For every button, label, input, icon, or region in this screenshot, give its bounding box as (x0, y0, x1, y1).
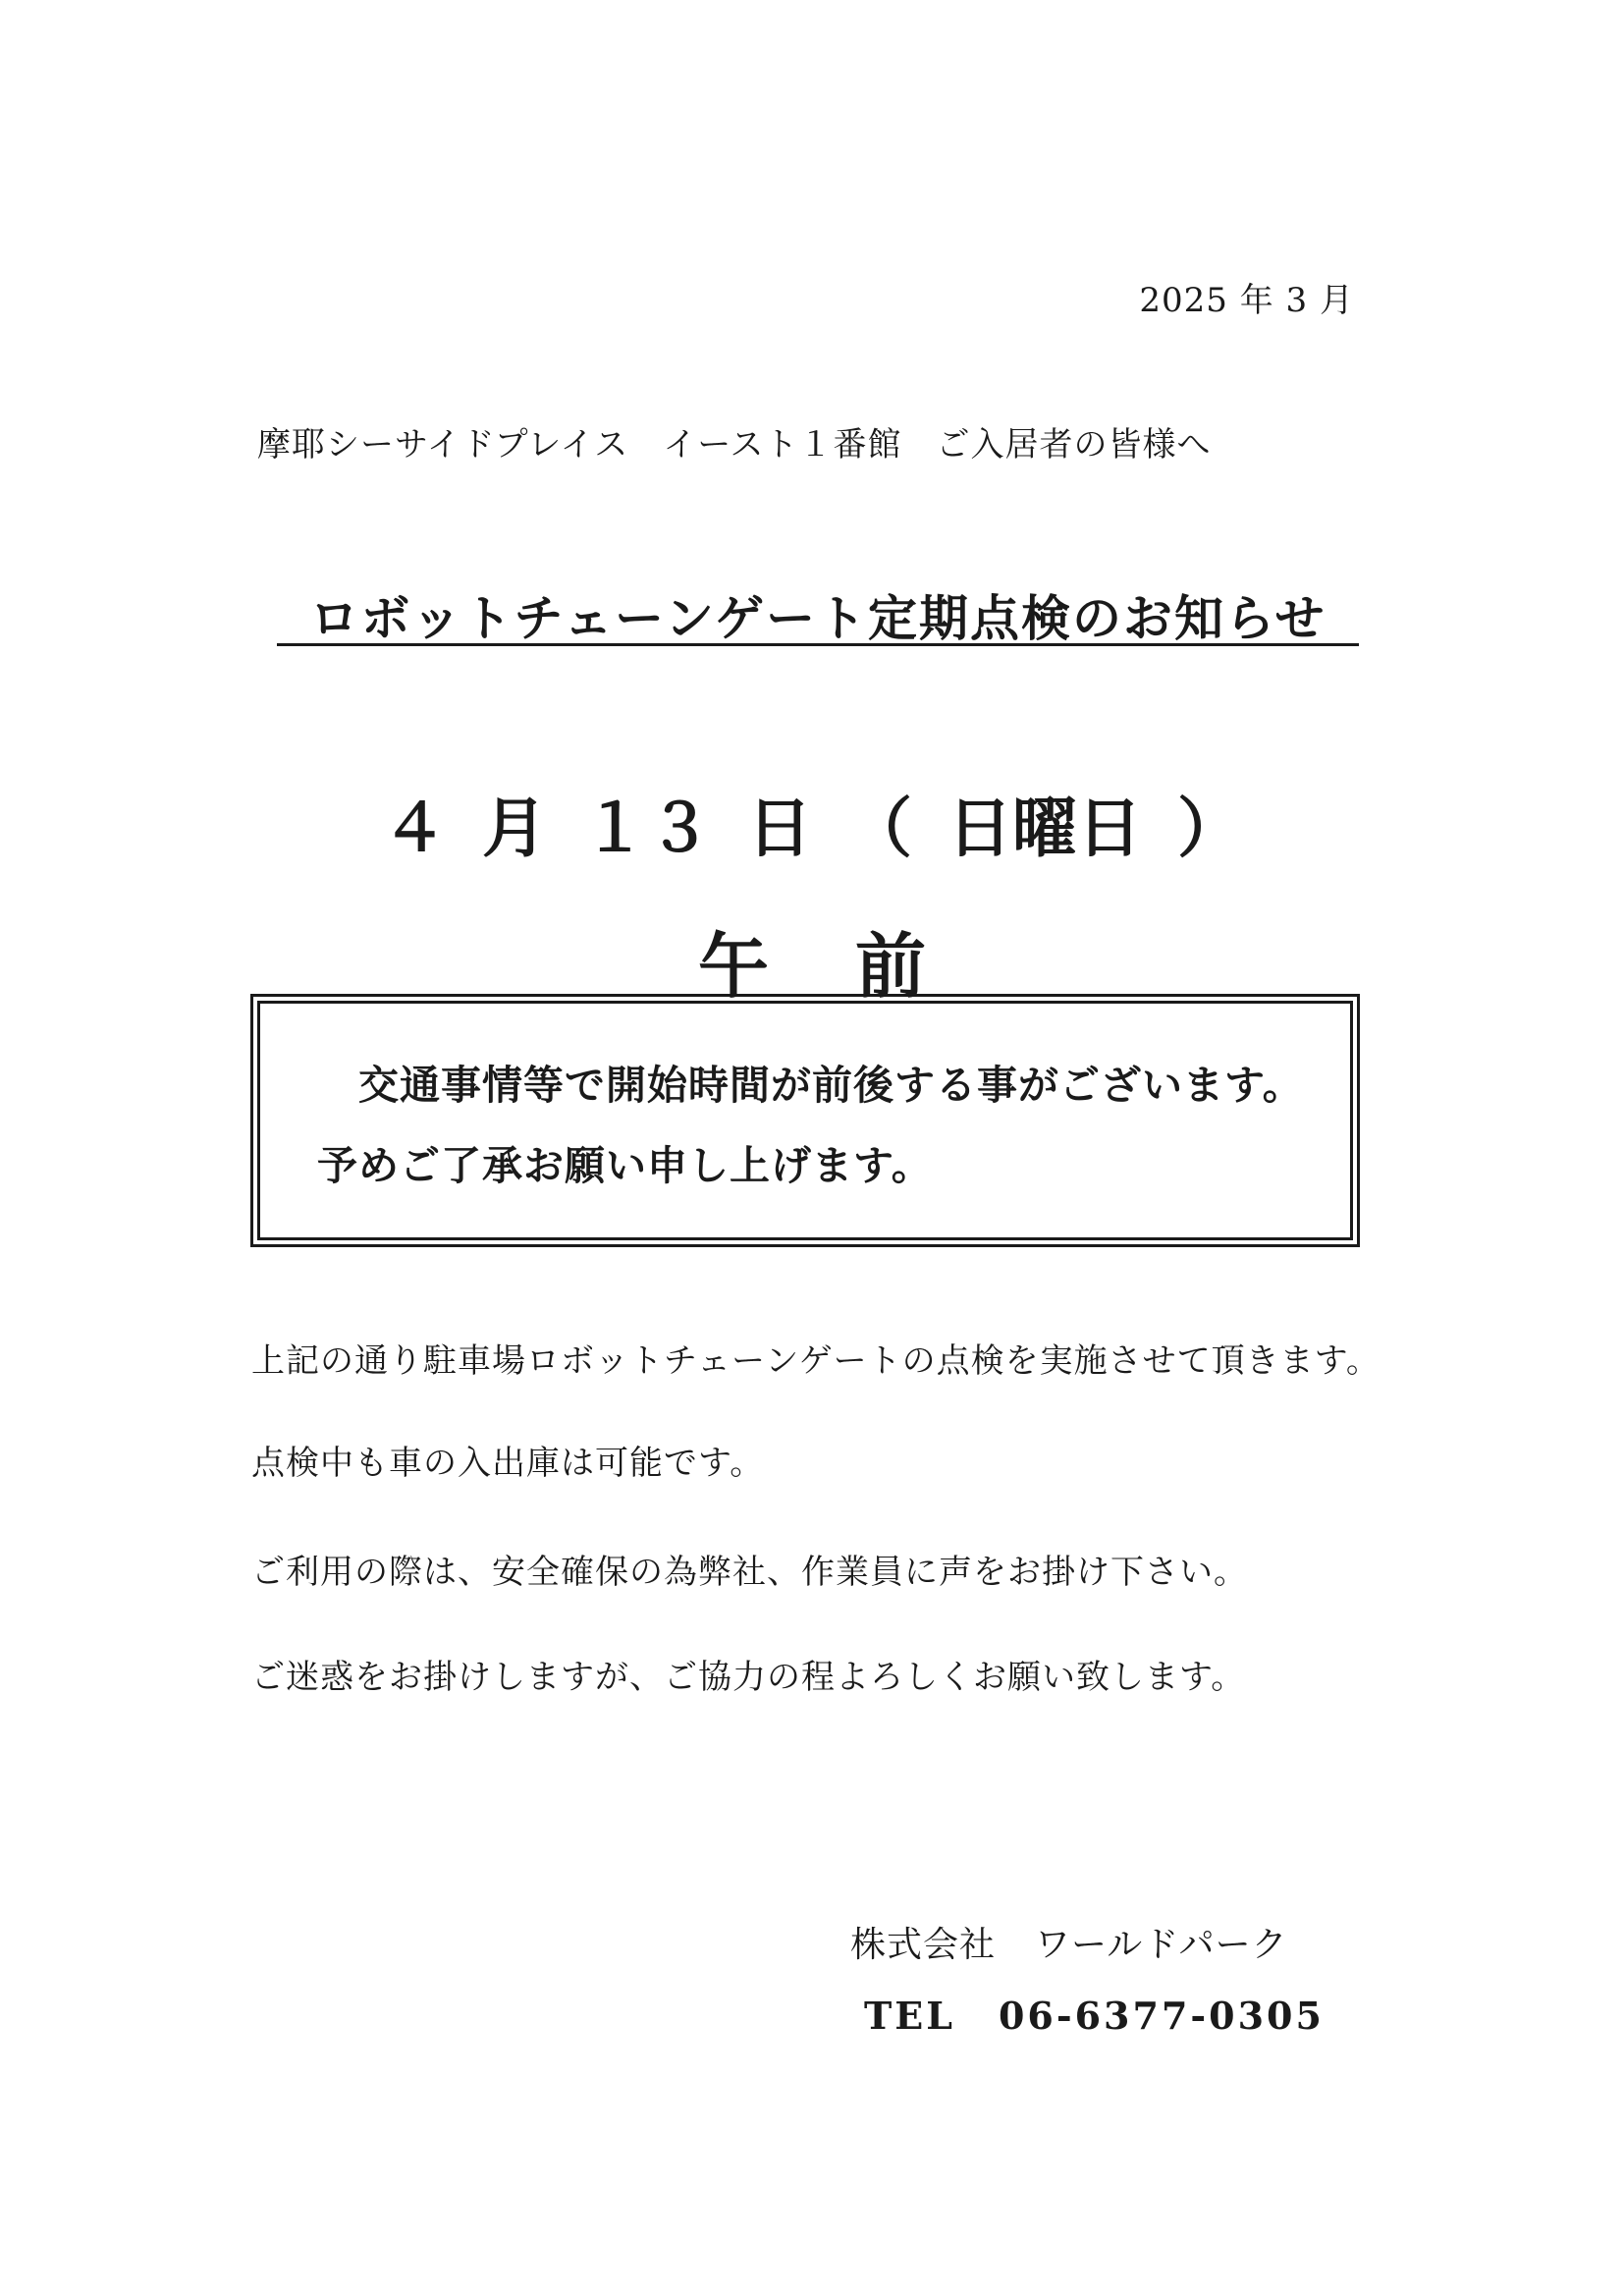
company-brand: ワールドパーク (1035, 1925, 1288, 1965)
notice-line-1: 交通事情等で開始時間が前後する事がございます。 (358, 1062, 1304, 1109)
body-line-3: ご利用の際は、安全確保の為弊社、作業員に声をお掛け下さい。 (251, 1553, 1248, 1592)
company-name (850, 1917, 1288, 1967)
tel-number: 06-6377-0305 (998, 1994, 1325, 2038)
event-day-number: １３ (582, 790, 712, 866)
addressee: 摩耶シーサイドプレイス イースト１番館 ご入居者の皆様へ (257, 425, 1212, 465)
notice-title: ロボットチェーンゲート定期点検のお知らせ (309, 589, 1326, 647)
event-paren-open: （ (847, 790, 912, 866)
event-day-unit: 日 (747, 790, 812, 866)
event-date (0, 776, 1624, 869)
event-month-unit: 月 (482, 790, 547, 866)
body-line-2: 点検中も車の入出庫は可能です。 (251, 1444, 765, 1483)
body-line-4: ご迷惑をお掛けしますが、ご協力の程よろしくお願い致します。 (251, 1658, 1246, 1697)
event-paren-close: ） (1177, 790, 1242, 866)
notice-box-inner (257, 1001, 1353, 1240)
event-weekday: 日曜日 (947, 790, 1142, 866)
title-underline (277, 643, 1359, 646)
notice-line-2: 予めご了承お願い申し上げます。 (317, 1142, 933, 1189)
event-time-char-2: 前 (855, 924, 927, 1008)
notice-box (250, 994, 1360, 1247)
contact-phone (864, 1994, 1325, 2038)
event-time-char-1: 午 (697, 924, 769, 1008)
tel-label: TEL (864, 1994, 955, 2038)
title-block (277, 579, 1359, 650)
event-month-number: ４ (382, 790, 447, 866)
company-type: 株式会社 (850, 1925, 997, 1965)
body-line-1: 上記の通り駐車場ロボットチェーンゲートの点検を実施させて頂きます。 (251, 1341, 1380, 1381)
notice-date: 2025 年 3 月 (1139, 281, 1354, 320)
